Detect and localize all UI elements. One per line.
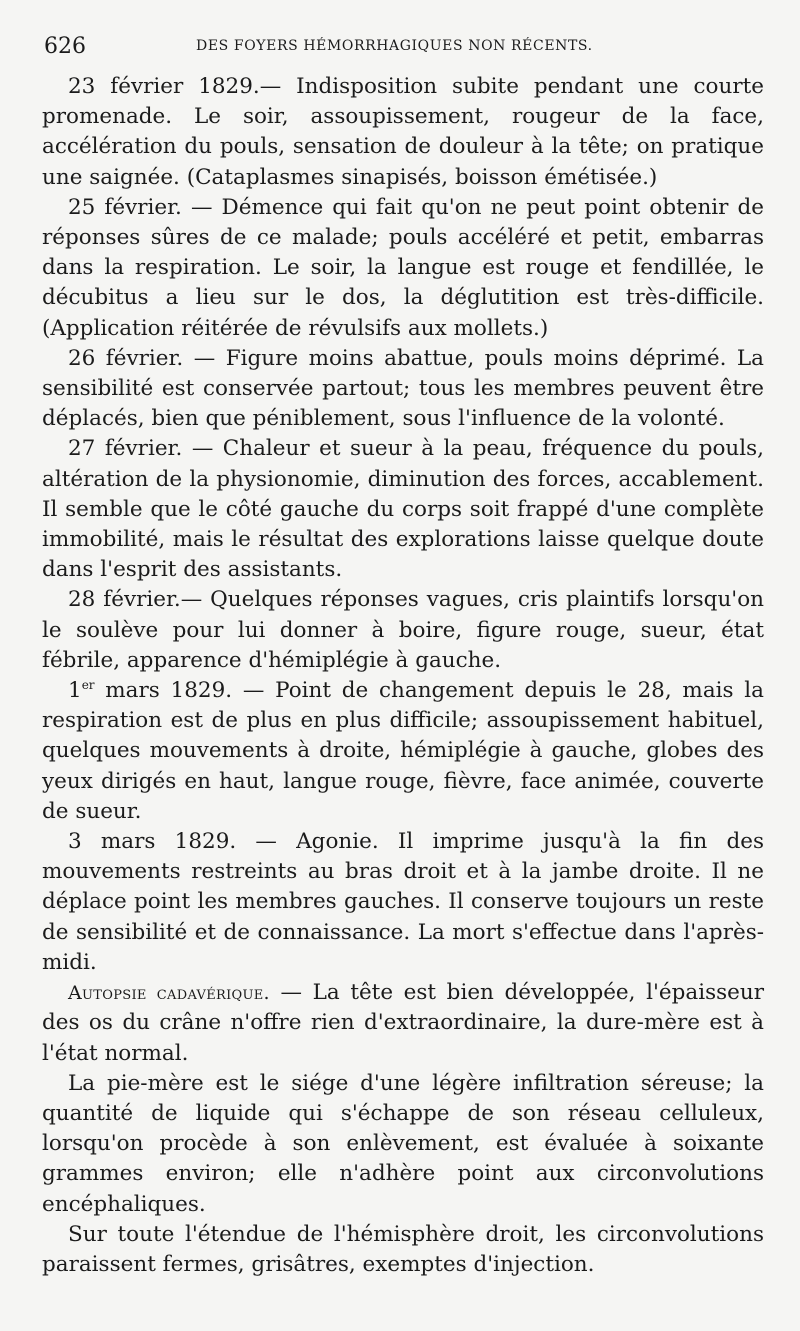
entry-date: 28 février. — [68, 587, 181, 613]
autopsy-text: — La tête est bien développée, l'épaisseur des os du crâne n'offre rien d'extraordinaire, la dure-mère est à l'état normal. — [42, 980, 764, 1066]
page-header — [44, 34, 764, 60]
entry-date: 26 février. — [68, 345, 184, 371]
entry-text: — Point de changement depuis le 28, mais la respiration est de plus en plus difficile; assoupissement habituel, quelques mouvements à droite, hémiplégie à gauche, globes des yeux dirigés en haut, langue rouge, fièvre, face animée, couverte de sueur. — [42, 678, 764, 824]
entry-text: — Agonie. Il imprime jusqu'à la fin des mouvements restreints au bras droit et à la jambe droite. Il ne déplace point les membres gauches. Il conserve toujours un reste de sensibilité et de connaissance. La mort s'effectue dans l'après-midi. — [42, 829, 764, 975]
entry-date-superscript: er — [81, 677, 95, 692]
body-paragraph: Sur toute l'étendue de l'hémisphère droit, les circonvolutions paraissent fermes, grisâtres, exemptes d'injection. — [42, 1221, 764, 1277]
autopsy-heading: Autopsie cadavérique. — [68, 982, 270, 1005]
entry-paragraph — [42, 676, 764, 827]
entry-date: mars 1829. — [94, 678, 233, 704]
entry-text: — Chaleur et sueur à la peau, fréquence du pouls, altération de la physionomie, diminution des forces, accablement. Il semble que le côté gauche du corps soit frappé d'une complète immobilité, mais le résultat des explorations laisse quelque doute dans l'esprit des assistants. — [42, 436, 764, 583]
entry-paragraph — [42, 193, 764, 344]
entry-paragraph — [42, 344, 764, 435]
entry-paragraph — [42, 434, 764, 585]
entry-text: — Figure moins abattue, pouls moins déprimé. La sensibilité est conservée partout; tous les membres peuvent être déplacés, bien que péniblement, sous l'influence de la volonté. — [42, 345, 765, 432]
entry-paragraph — [42, 72, 764, 193]
entry-text: — Démence qui fait qu'on ne peut point obtenir de réponses sûres de ce malade; pouls accéléré et petit, embarras dans la respiration. Le soir, la langue est rouge et fendillée, le décubitus a lieu sur le dos, la déglutition est très-difficile. (Application réitérée de révulsifs aux mollets.) — [42, 194, 765, 341]
entry-paragraph — [42, 827, 764, 978]
page-number: 626 — [44, 34, 86, 59]
body-text — [42, 72, 764, 1280]
entry-text: — Indisposition subite pendant une courte promenade. Le soir, assoupissement, rougeur de la face, accélération du pouls, sensation de douleur à la tête; on pratique une saignée. (Cataplasmes sinapisés, boisson émétisée.) — [42, 74, 764, 190]
entry-date-prefix: 1 — [68, 678, 82, 704]
entry-date: 27 février. — [68, 436, 183, 462]
entry-date: 23 février 1829. — [68, 74, 260, 99]
entry-paragraph — [42, 585, 764, 676]
entry-date: 25 février. — [68, 194, 182, 220]
entry-date: 3 mars 1829. — [68, 829, 237, 855]
autopsy-paragraph — [42, 978, 764, 1069]
body-paragraph: La pie-mère est le siége d'une légère infiltration séreuse; la quantité de liquide qui s'échappe de son réseau celluleux, lorsqu'on procède à son enlèvement, est évaluée à soixante grammes environ; elle n'adhère point aux circonvolutions encéphaliques. — [42, 1070, 764, 1217]
running-title: DES FOYERS HÉMORRHAGIQUES NON RÉCENTS. — [196, 38, 593, 54]
entry-text: — Quelques réponses vagues, cris plaintifs lorsqu'on le soulève pour lui donner à boire, figure rouge, sueur, état fébrile, apparence d'hémiplégie à gauche. — [42, 587, 764, 673]
